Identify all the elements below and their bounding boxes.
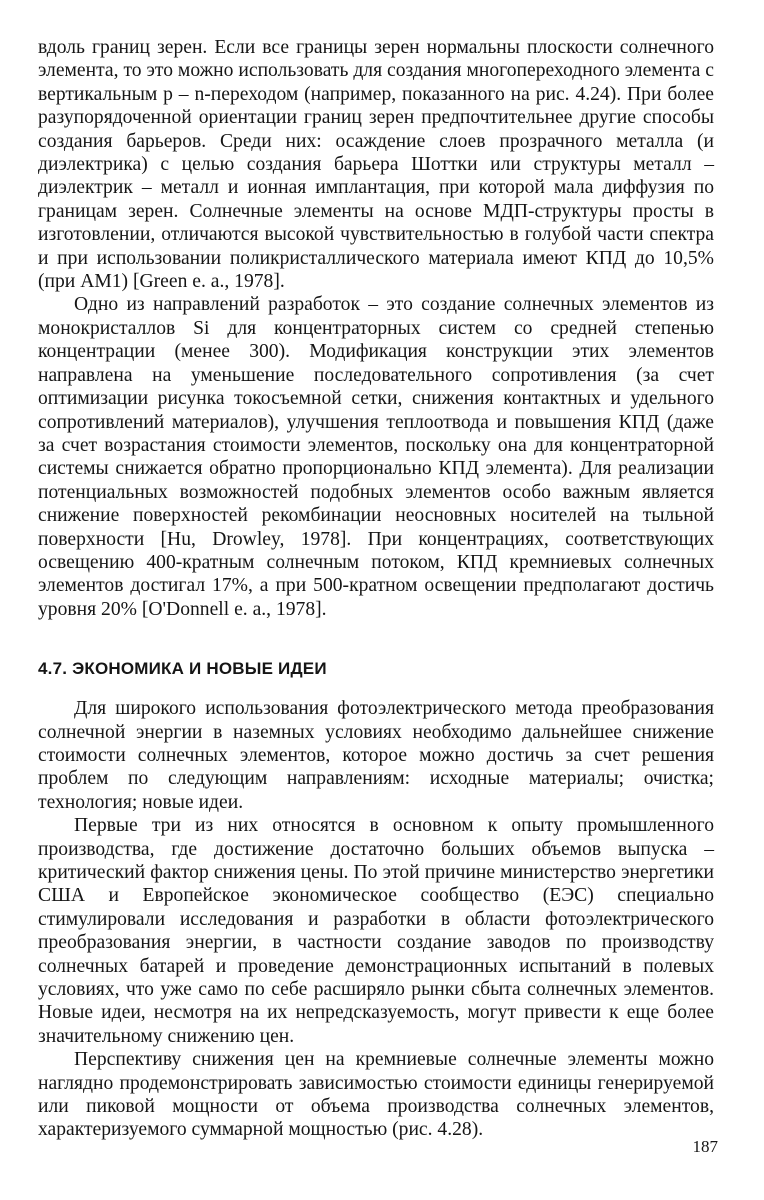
section-heading: 4.7. ЭКОНОМИКА И НОВЫЕ ИДЕИ (38, 659, 327, 679)
paragraph-grain-boundaries: вдоль границ зерен. Если все границы зерен нормальны плоскости солнечного элемента, то это можно использовать для создания многопереходного элемента с вертикальным p – n-переходом (например, показанного на рис. 4.24). При более разупорядоченной ориентации границ зерен предпочтительнее другие способы создания барьеров. Среди них: осаждение слоев прозрачного металла (и диэлектрика) с целью создания барьера Шоттки или структуры металл – диэлектрик – металл и ионная имплантация, при которой мала диффузия по границам зерен. Солнечные элементы на основе МДП-структуры просты в изготовлении, отличаются высокой чувствительностью в голубой части спектра и при использовании поликристаллического материала имеют КПД до 10,5% (при AM1) [Green e. a., 1978]. (38, 37, 714, 293)
paragraph-cost-reduction: Для широкого использования фотоэлектрического метода преобразования солнечной энергии в наземных условиях необходимо дальнейшее снижение стоимости солнечных элементов, которое можно достичь за счет решения проблем по следующим направлениям: исходные материалы; очистка; технология; новые идеи. (38, 698, 714, 813)
book-page (38, 36, 714, 1142)
paragraph-concentrator-cells: Одно из направлений разработок – это создание солнечных элементов из монокристаллов Si для концентраторных систем со средней степенью концентрации (менее 300). Модификация конструкции этих элементов направлена на уменьшение последовательного сопротивления (за счет оптимизации рисунка токосъемной сетки, снижения контактных и удельного сопротивлений материалов), улучшения теплоотвода и повышения КПД (даже за счет возрастания стоимости элементов, поскольку она для концентраторной системы снижается обратно пропорционально КПД элемента). Для реализации потенциальных возможностей подобных элементов особо важным является снижение поверхностей рекомбинации неосновных носителей на тыльной поверхности [Hu, Drowley, 1978]. При концентрациях, соответствующих освещению 400-кратным солнечным потоком, КПД кремниевых солнечных элементов достигал 17%, а при 500-кратном освещении предполагают достичь уровня 20% [O'Donnell e. a., 1978]. (38, 294, 714, 620)
paragraph-price-perspective: Перспективу снижения цен на кремниевые солнечные элементы можно наглядно продемонстрировать зависимостью стоимости единицы генерируемой или пиковой мощности от объема производства солнечных элементов, характеризуемого суммарной мощностью (рис. 4.28). (38, 1049, 714, 1141)
paragraph-industrial-production: Первые три из них относятся в основном к опыту промышленного производства, где достижение достаточно больших объемов выпуска – критический фактор снижения цены. По этой причине министерство энергетики США и Европейское экономическое сообщество (ЕЭС) специально стимулировали исследования и разработки в области фотоэлектрического преобразования энергии, в частности создание заводов по производству солнечных батарей и проведение демонстрационных испытаний в полевых условиях, что уже само по себе расширяло рынки сбыта солнечных элементов. Новые идеи, несмотря на их непредсказуемость, могут привести к еще более значительному снижению цен. (38, 815, 714, 1047)
page-number: 187 (692, 1137, 718, 1156)
